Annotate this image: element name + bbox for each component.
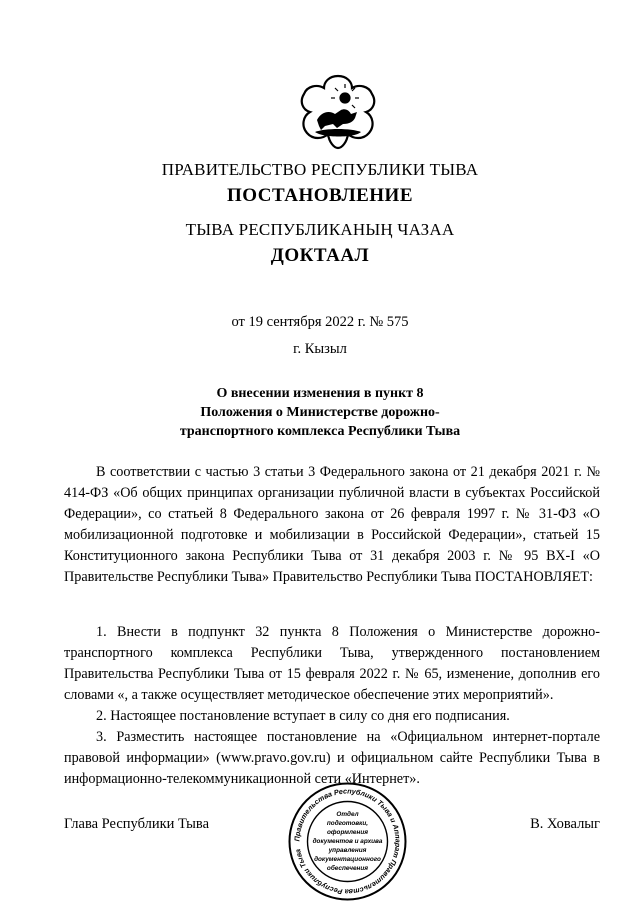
resolution-item: 3. Разместить настоящее постановление на «Официальном интернет-портале правовой информации» (www.pravo.gov.ru) и официальном сайте Республики Тыва в информационно-телекоммуникационной сети «Интернет». — [64, 729, 600, 787]
resolution-item: 2. Настоящее постановление вступает в силу со дня его подписания. — [96, 708, 510, 724]
document-title — [0, 384, 640, 441]
title-line: транспортного комплекса Республики Тыва — [179, 424, 461, 439]
signatory-position: Глава Республики Тыва — [64, 816, 210, 832]
svg-text:обеспечения: обеспечения — [326, 865, 369, 872]
resolution-item: 1. Внести в подпункт 32 пункта 8 Положения о Министерстве дорожно-транспортного комплекса Республики Тыва, утвержденного постановлением Правительства Республики Тыва от 15 февраля 2022 г. № 65, изменение, дополнив его словами «, а также осуществляет методическое обеспечение этих мероприятий». — [64, 624, 600, 703]
title-line: О внесении изменения в пункт 8 — [216, 386, 424, 401]
resolution-items — [64, 622, 600, 790]
signatory-name: В. Ховалыг — [530, 816, 600, 832]
svg-text:оформления: оформления — [327, 829, 368, 836]
city: г. Кызыл — [293, 341, 347, 357]
document-type-tyvan: ДОКТААЛ — [270, 245, 370, 266]
svg-text:Отдел: Отдел — [336, 811, 359, 818]
title-line: Положения о Министерстве дорожно- — [200, 405, 440, 420]
svg-text:документационного: документационного — [314, 856, 381, 863]
intro-paragraph: В соответствии с частью 3 статьи 3 Федерального закона от 21 декабря 2021 г. № 414-ФЗ «Об общих принципах организации публичной власти в субъектах Российской Федерации», со статьей 8 Федерального закона от 26 февраля 1997 г. № 31-ФЗ «О мобилизационной подготовке и мобилизации в Российской Федерации», статьей 15 Конституционного закона Республики Тыва от 31 декабря 2003 г. № 95 ВХ-I «О Правительстве Республики Тыва» Правительство Республики Тыва ПОСТАНОВЛЯЕТ: — [64, 464, 600, 585]
republic-emblem-icon — [295, 72, 381, 152]
government-name-tyvan: ТЫВА РЕСПУБЛИКАНЫҢ ЧАЗАА — [185, 220, 455, 239]
svg-text:документов и архива: документов и архива — [312, 838, 383, 845]
government-name: ПРАВИТЕЛЬСТВО РЕСПУБЛИКИ ТЫВА — [161, 160, 479, 179]
official-stamp-icon — [285, 780, 410, 903]
svg-text:Правительства Республики Тыва: Правительства Республики Тыва и Аппарат Правительства Республики Тыва — [292, 786, 403, 897]
svg-text:подготовки,: подготовки, — [326, 820, 369, 827]
date-number: от 19 сентября 2022 г. № 575 — [231, 314, 409, 330]
document-type: ПОСТАНОВЛЕНИЕ — [226, 185, 414, 206]
svg-text:управления: управления — [328, 847, 367, 854]
